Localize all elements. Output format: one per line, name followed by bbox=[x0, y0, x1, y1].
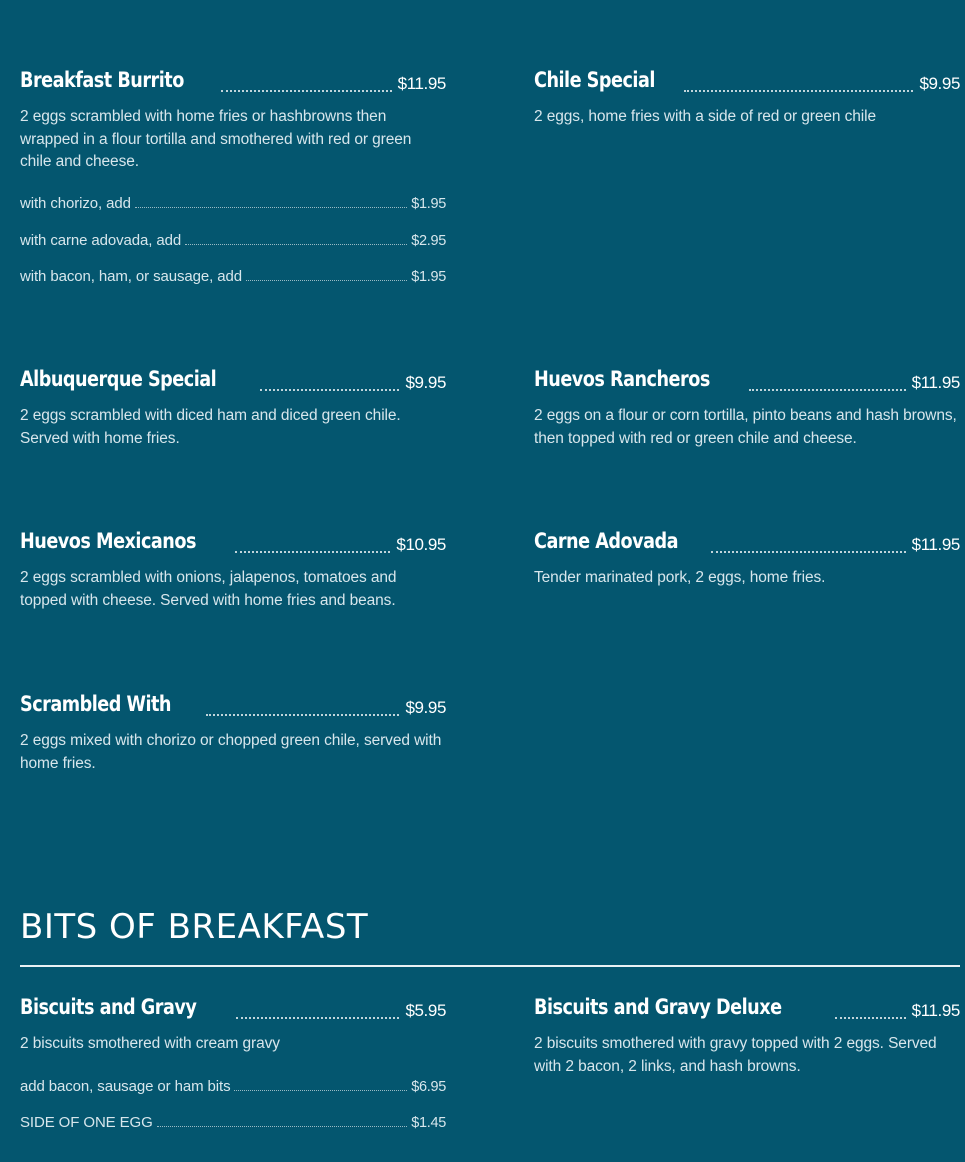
menu-item-description: 2 eggs scrambled with diced ham and diced green chile. Served with home fries. bbox=[20, 407, 401, 447]
menu-item-header bbox=[534, 64, 960, 94]
menu-item-price: $11.95 bbox=[911, 373, 960, 392]
menu-item-header bbox=[20, 991, 446, 1021]
menu-item-name: Scrambled With bbox=[20, 692, 171, 716]
dot-leader bbox=[684, 89, 914, 92]
menu-item-name: Breakfast Burrito bbox=[20, 68, 184, 92]
menu-item-description: 2 eggs scrambled with onions, jalapenos, tomatoes and topped with cheese. Served with home fries and beans. bbox=[20, 569, 397, 609]
menu-item-name: Biscuits and Gravy Deluxe bbox=[534, 995, 782, 1019]
dot-leader bbox=[157, 1125, 408, 1127]
menu-item-price: $9.95 bbox=[405, 373, 446, 392]
addon-row bbox=[20, 190, 446, 212]
dot-leader bbox=[221, 89, 392, 92]
menu-item-breakfast-burrito bbox=[20, 64, 446, 285]
menu-item-carne-adovada bbox=[534, 525, 960, 590]
menu-item-header bbox=[534, 525, 960, 555]
menu-item-name: Chile Special bbox=[534, 68, 655, 92]
menu-item-price: $11.95 bbox=[911, 1001, 960, 1020]
section-title: BITS OF BREAKFAST bbox=[20, 907, 369, 947]
addon-price: $1.45 bbox=[411, 1114, 446, 1131]
menu-item-header bbox=[534, 363, 960, 393]
dot-leader bbox=[835, 1016, 906, 1019]
menu-item-description: 2 eggs mixed with chorizo or chopped green chile, served with home fries. bbox=[20, 732, 442, 772]
menu-item-description: 2 biscuits smothered with gravy topped with 2 eggs. Served with 2 bacon, 2 links, and hash browns. bbox=[534, 1035, 937, 1075]
menu-item-description: 2 eggs scrambled with home fries or hashbrowns then wrapped in a flour tortilla and smothered with red or green chile and cheese. bbox=[20, 108, 412, 171]
addon-row bbox=[20, 1109, 446, 1131]
menu-item-name: Huevos Mexicanos bbox=[20, 529, 196, 553]
menu-item-header bbox=[20, 525, 446, 555]
dot-leader bbox=[236, 1016, 399, 1019]
dot-leader bbox=[260, 388, 400, 391]
menu-item-name: Huevos Rancheros bbox=[534, 367, 710, 391]
addon-label: with carne adovada, add bbox=[20, 231, 182, 249]
addon-label: add bacon, sausage or ham bits bbox=[20, 1077, 231, 1095]
menu-item-name: Biscuits and Gravy bbox=[20, 995, 197, 1019]
menu-item-header bbox=[20, 363, 446, 393]
menu-item-price: $5.95 bbox=[405, 1001, 446, 1020]
dot-leader bbox=[234, 1089, 407, 1091]
dot-leader bbox=[235, 550, 390, 553]
menu-item-name: Albuquerque Special bbox=[20, 367, 217, 391]
menu-item-price: $9.95 bbox=[919, 74, 960, 93]
menu-item-albuquerque-special bbox=[20, 363, 446, 450]
menu-item-description: Tender marinated pork, 2 eggs, home fries. bbox=[534, 569, 826, 586]
menu-item-scrambled-with bbox=[20, 688, 446, 775]
dot-leader bbox=[135, 206, 407, 208]
addon-price: $1.95 bbox=[411, 195, 446, 212]
menu-item-name: Carne Adovada bbox=[534, 529, 678, 553]
menu-item-header bbox=[20, 64, 446, 94]
dot-leader bbox=[749, 388, 905, 391]
addon-price: $6.95 bbox=[411, 1078, 446, 1095]
menu-item-description: 2 eggs, home fries with a side of red or green chile bbox=[534, 108, 877, 125]
addon-label: with bacon, ham, or sausage, add bbox=[20, 267, 242, 285]
addon-row bbox=[20, 263, 446, 285]
menu-item-price: $11.95 bbox=[397, 74, 446, 93]
addon-label: with chorizo, add bbox=[20, 194, 131, 212]
menu-item-huevos-mexicanos bbox=[20, 525, 446, 612]
menu-item-biscuits-and-gravy bbox=[20, 991, 446, 1131]
menu-item-price: $10.95 bbox=[396, 535, 446, 554]
dot-leader bbox=[246, 279, 407, 281]
dot-leader bbox=[711, 550, 905, 553]
addon-row bbox=[20, 1073, 446, 1095]
dot-leader bbox=[185, 243, 407, 245]
addon-row bbox=[20, 227, 446, 249]
menu-item-price: $11.95 bbox=[911, 535, 960, 554]
dot-leader bbox=[206, 713, 400, 716]
menu-item-description: 2 eggs on a flour or corn tortilla, pinto beans and hash browns, then topped with red or green chile and cheese. bbox=[534, 407, 957, 447]
menu-item-header bbox=[534, 991, 960, 1021]
section-divider bbox=[20, 965, 960, 967]
menu-item-price: $9.95 bbox=[405, 698, 446, 717]
menu-item-header bbox=[20, 688, 446, 718]
addon-label: SIDE OF ONE EGG bbox=[20, 1113, 153, 1131]
menu-item-description: 2 biscuits smothered with cream gravy bbox=[20, 1035, 280, 1052]
addon-price: $1.95 bbox=[411, 268, 446, 285]
menu-item-huevos-rancheros bbox=[534, 363, 960, 450]
menu-item-chile-special bbox=[534, 64, 960, 129]
menu-item-biscuits-and-gravy-deluxe bbox=[534, 991, 960, 1078]
addon-price: $2.95 bbox=[411, 232, 446, 249]
